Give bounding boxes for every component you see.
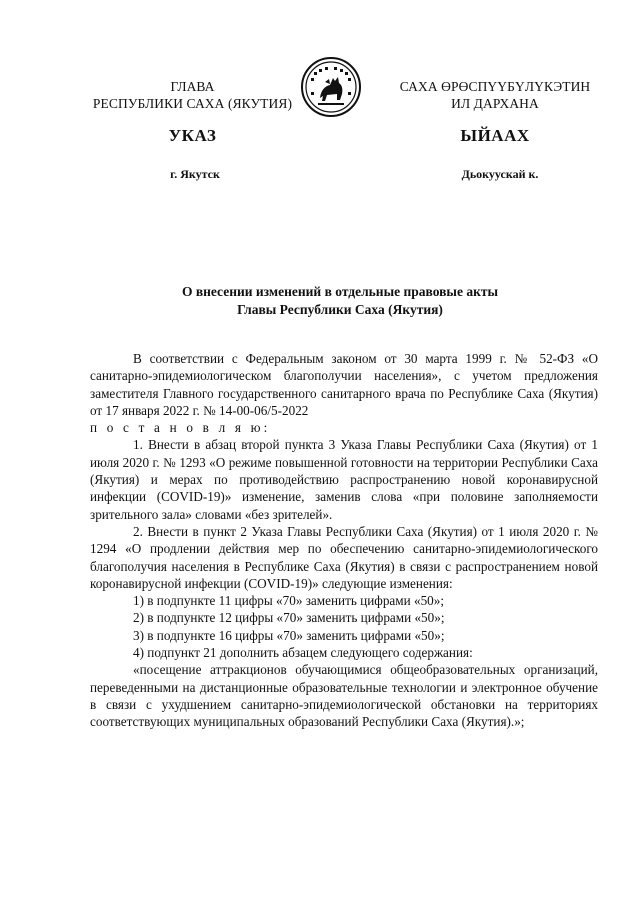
document-body <box>90 350 598 731</box>
quote-paragraph: «посещение аттракционов обучающимися общеобразовательных организаций, переведенными на дистанционные образовательные технологии и электронное обучение в связи с ухудшением санитарно-эпидемиологической обстановки на территориях соответствующих муниципальных образований Республики Саха (Якутия).»; <box>90 662 598 730</box>
preamble-paragraph: В соответствии с Федеральным законом от 30 марта 1999 г. № 52-ФЗ «О санитарно-эпидемиологическом благополучии населения», с учетом предложения заместителя Главного государственного санитарного врача по Республике Саха (Якутия) от 17 января 2022 г. № 14-00-06/5-2022 <box>90 351 598 418</box>
header-right-line2: ИЛ ДАРХАНА <box>451 96 539 111</box>
subitem-3: 3) в подпункте 16 цифры «70» заменить цифрами «50»; <box>133 627 445 643</box>
city-sakha: Дьокуускай к. <box>461 167 539 181</box>
paragraph-2: 2. Внести в пункт 2 Указа Главы Республики Саха (Якутия) от 1 июля 2020 г. № 1294 «О продлении действия мер по обеспечению санитарно-эпидемиологического благополучия населения в Республике Саха (Якутия) в связи с распространением новой коронавирусной инфекции (COVID-19)» следующие изменения: <box>90 523 598 591</box>
resolve-line <box>90 419 598 436</box>
decree-title-sakha: ЫЙААХ <box>460 126 530 145</box>
subitem-1: 1) в подпункте 11 цифры «70» заменить цифрами «50»; <box>133 593 445 609</box>
document-title-line1: О внесении изменений в отдельные правовые акты <box>181 284 499 299</box>
paragraph-1: 1. Внести в абзац второй пункта 3 Указа Главы Республики Саха (Якутия) от 1 июля 2020 г. № 1293 «О режиме повышенной готовности на территории Республики Саха (Якутия) и мерах по противодействию распространению новой коронавирусной инфекции (COVID-19)» изменение, заменив слова «при половине заполняемости зрительного зала» словами «без зрителей». <box>90 437 598 522</box>
header-right <box>380 78 610 112</box>
header-right-line1: САХА ӨРӨСПҮҮБҮЛҮКЭТИН <box>399 79 591 94</box>
coat-of-arms-icon <box>300 56 362 118</box>
subitem-2: 2) в подпункте 12 цифры «70» заменить цифрами «50»; <box>133 610 445 626</box>
city-ru: г. Якутск <box>170 167 220 181</box>
resolve-text: п о с т а н о в л я ю: <box>90 420 271 436</box>
document-title <box>90 283 590 319</box>
header-left-line2: РЕСПУБЛИКИ САХА (ЯКУТИЯ) <box>92 96 293 111</box>
subitem-4: 4) подпункт 21 дополнить абзацем следующего содержания: <box>133 645 473 661</box>
decree-title-ru: УКАЗ <box>168 126 217 145</box>
document-title-line2: Главы Республики Саха (Якутия) <box>237 302 443 317</box>
header-left-line1: ГЛАВА <box>170 79 215 94</box>
header-left <box>70 78 315 112</box>
